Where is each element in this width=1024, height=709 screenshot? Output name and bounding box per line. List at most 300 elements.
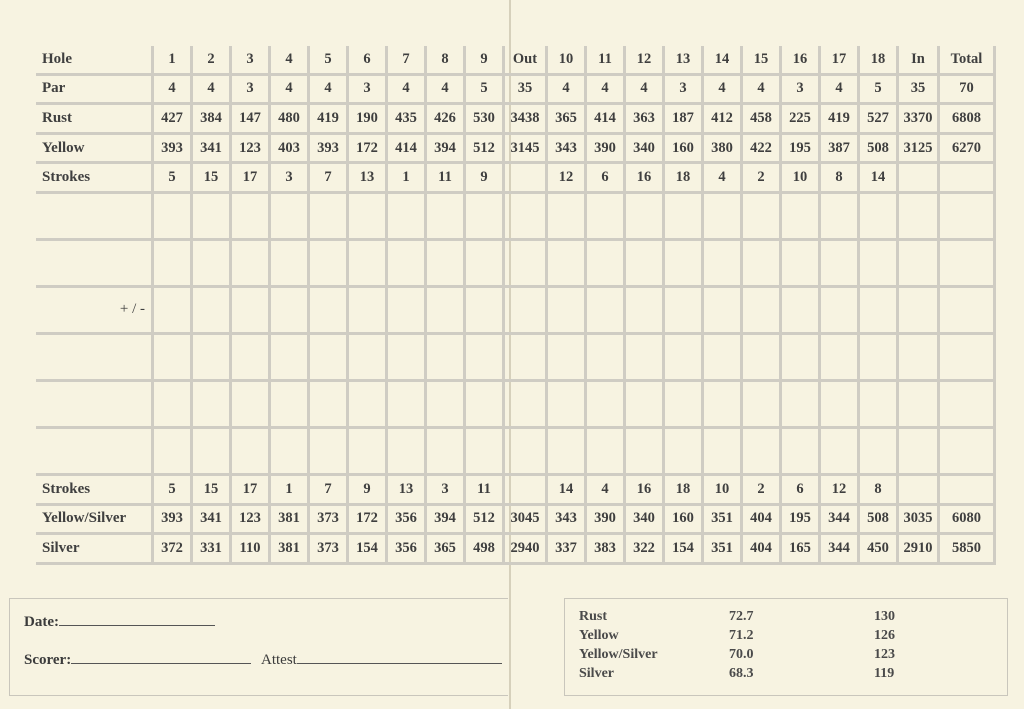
in-header: In	[899, 46, 940, 76]
out-cell: 2940	[505, 535, 548, 565]
score-entry-cell[interactable]	[821, 429, 860, 476]
score-entry-cell[interactable]	[940, 429, 996, 476]
hole-number: 16	[782, 46, 821, 76]
score-cell: 165	[782, 535, 821, 565]
player-score-row	[36, 429, 996, 476]
row-label: Strokes	[36, 164, 154, 194]
hole-number: 4	[271, 46, 310, 76]
hole-number: 12	[626, 46, 665, 76]
in-cell: 2910	[899, 535, 940, 565]
score-entry-cell[interactable]	[505, 382, 548, 429]
score-entry-cell[interactable]	[899, 382, 940, 429]
hole-number: 10	[548, 46, 587, 76]
score-cell: 331	[193, 535, 232, 565]
score-entry-cell[interactable]	[193, 429, 232, 476]
score-cell: 172	[349, 135, 388, 165]
score-entry-cell[interactable]	[665, 194, 704, 241]
score-entry-cell[interactable]	[388, 241, 427, 288]
hole-number: 18	[860, 46, 899, 76]
score-entry-cell[interactable]	[899, 335, 940, 382]
score-entry-cell[interactable]	[349, 288, 388, 335]
score-entry-cell[interactable]	[743, 288, 782, 335]
player-name-cell[interactable]	[36, 335, 154, 382]
score-entry-cell[interactable]	[782, 382, 821, 429]
date-label: Date:	[24, 614, 59, 630]
score-cell: 373	[310, 506, 349, 536]
score-cell: 123	[232, 135, 271, 165]
score-entry-cell[interactable]	[821, 382, 860, 429]
score-cell: 4	[704, 76, 743, 106]
score-cell: 12	[821, 476, 860, 506]
score-cell: 4	[548, 76, 587, 106]
player-name-cell[interactable]	[36, 241, 154, 288]
rating-tee: Silver	[579, 666, 614, 681]
hole-number: 2	[193, 46, 232, 76]
score-cell: 2	[743, 164, 782, 194]
score-entry-cell[interactable]	[310, 429, 349, 476]
score-cell: 13	[388, 476, 427, 506]
score-entry-cell[interactable]	[587, 335, 626, 382]
score-entry-cell[interactable]	[860, 194, 899, 241]
score-entry-cell[interactable]	[232, 241, 271, 288]
score-entry-cell[interactable]	[782, 241, 821, 288]
score-entry-cell[interactable]	[232, 382, 271, 429]
score-entry-cell[interactable]	[466, 241, 505, 288]
score-cell: 187	[665, 105, 704, 135]
score-entry-cell[interactable]	[505, 429, 548, 476]
attest-label: Attest	[261, 652, 297, 668]
score-entry-cell[interactable]	[821, 194, 860, 241]
score-cell: 4	[626, 76, 665, 106]
score-cell: 393	[154, 506, 193, 536]
score-entry-cell[interactable]	[466, 382, 505, 429]
score-entry-cell[interactable]	[349, 382, 388, 429]
score-entry-cell[interactable]	[193, 241, 232, 288]
score-cell: 435	[388, 105, 427, 135]
score-entry-cell[interactable]	[940, 335, 996, 382]
score-cell: 9	[349, 476, 388, 506]
score-entry-cell[interactable]	[626, 288, 665, 335]
score-cell: 14	[860, 164, 899, 194]
score-entry-cell[interactable]	[704, 335, 743, 382]
score-entry-cell[interactable]	[548, 429, 587, 476]
score-cell: 5	[466, 76, 505, 106]
player-score-row	[36, 335, 996, 382]
slope-value: 123	[874, 647, 895, 662]
row-label: Par	[36, 76, 154, 106]
score-cell: 508	[860, 135, 899, 165]
score-entry-cell[interactable]	[704, 194, 743, 241]
score-cell: 11	[427, 164, 466, 194]
rating-value: 68.3	[729, 666, 754, 681]
score-entry-cell[interactable]	[782, 288, 821, 335]
score-cell: 4	[821, 76, 860, 106]
score-row	[36, 476, 996, 506]
score-cell: 381	[271, 506, 310, 536]
rating-tee: Rust	[579, 609, 608, 624]
score-entry-cell[interactable]	[743, 382, 782, 429]
score-entry-cell[interactable]	[860, 382, 899, 429]
score-entry-cell[interactable]	[860, 288, 899, 335]
total-header: Total	[940, 46, 996, 76]
score-cell: 4	[310, 76, 349, 106]
score-entry-cell[interactable]	[587, 429, 626, 476]
score-entry-cell[interactable]	[704, 241, 743, 288]
player-name-cell[interactable]	[36, 382, 154, 429]
score-entry-cell[interactable]	[154, 288, 193, 335]
score-entry-cell[interactable]	[427, 335, 466, 382]
hole-number: 8	[427, 46, 466, 76]
score-entry-cell[interactable]	[665, 241, 704, 288]
score-entry-cell[interactable]	[193, 382, 232, 429]
rating-tee: Yellow	[579, 628, 619, 643]
score-entry-cell[interactable]	[626, 382, 665, 429]
score-cell: 422	[743, 135, 782, 165]
score-entry-cell[interactable]	[427, 429, 466, 476]
rating-row	[579, 628, 999, 647]
hole-number: 11	[587, 46, 626, 76]
score-entry-cell[interactable]	[193, 288, 232, 335]
score-cell: 419	[821, 105, 860, 135]
rating-value: 70.0	[729, 647, 754, 662]
score-cell: 341	[193, 135, 232, 165]
score-cell: 4	[271, 76, 310, 106]
score-entry-cell[interactable]	[388, 335, 427, 382]
score-cell: 8	[860, 476, 899, 506]
score-entry-cell[interactable]	[548, 194, 587, 241]
score-cell: 498	[466, 535, 505, 565]
score-cell: 404	[743, 535, 782, 565]
attest-row	[261, 649, 502, 669]
score-entry-cell[interactable]	[349, 335, 388, 382]
score-entry-cell[interactable]	[899, 288, 940, 335]
score-cell: 341	[193, 506, 232, 536]
score-entry-cell[interactable]	[232, 194, 271, 241]
score-entry-cell[interactable]	[860, 335, 899, 382]
in-cell: 3370	[899, 105, 940, 135]
score-cell: 7	[310, 476, 349, 506]
score-cell: 9	[466, 164, 505, 194]
player-name-cell[interactable]	[36, 429, 154, 476]
row-label: Strokes	[36, 476, 154, 506]
score-cell: 337	[548, 535, 587, 565]
slope-value: 119	[874, 666, 895, 681]
score-entry-cell[interactable]	[271, 194, 310, 241]
score-entry-cell[interactable]	[271, 382, 310, 429]
out-cell	[505, 164, 548, 194]
scorecard-table	[36, 46, 996, 565]
score-entry-cell[interactable]	[587, 382, 626, 429]
score-entry-cell[interactable]	[940, 241, 996, 288]
score-entry-cell[interactable]	[899, 194, 940, 241]
score-entry-cell[interactable]	[310, 335, 349, 382]
score-cell: 412	[704, 105, 743, 135]
row-label: Silver	[36, 535, 154, 565]
score-entry-cell[interactable]	[388, 194, 427, 241]
score-entry-cell[interactable]	[349, 241, 388, 288]
score-row	[36, 164, 996, 194]
hole-header-row	[36, 46, 996, 76]
score-entry-cell[interactable]	[427, 241, 466, 288]
total-cell: 70	[940, 76, 996, 106]
score-cell: 480	[271, 105, 310, 135]
score-cell: 15	[193, 164, 232, 194]
score-cell: 393	[154, 135, 193, 165]
score-entry-cell[interactable]	[940, 194, 996, 241]
total-cell: 6808	[940, 105, 996, 135]
score-entry-cell[interactable]	[587, 288, 626, 335]
score-entry-cell[interactable]	[821, 288, 860, 335]
rating-tee: Yellow/Silver	[579, 647, 658, 662]
hole-number: 1	[154, 46, 193, 76]
score-cell: 450	[860, 535, 899, 565]
score-cell: 373	[310, 535, 349, 565]
score-entry-cell[interactable]	[899, 429, 940, 476]
score-entry-cell[interactable]	[821, 241, 860, 288]
score-cell: 6	[782, 476, 821, 506]
score-entry-cell[interactable]	[466, 288, 505, 335]
score-entry-cell[interactable]	[232, 429, 271, 476]
score-cell: 356	[388, 535, 427, 565]
in-cell: 3125	[899, 135, 940, 165]
score-entry-cell[interactable]	[154, 382, 193, 429]
score-cell: 195	[782, 135, 821, 165]
score-cell: 160	[665, 506, 704, 536]
score-entry-cell[interactable]	[548, 288, 587, 335]
score-entry-cell[interactable]	[193, 194, 232, 241]
score-cell: 394	[427, 506, 466, 536]
score-cell: 17	[232, 476, 271, 506]
score-entry-cell[interactable]	[271, 429, 310, 476]
score-entry-cell[interactable]	[349, 429, 388, 476]
slope-value: 130	[874, 609, 895, 624]
score-entry-cell[interactable]	[626, 335, 665, 382]
score-entry-cell[interactable]	[388, 382, 427, 429]
out-cell: 35	[505, 76, 548, 106]
score-cell: 512	[466, 506, 505, 536]
score-row	[36, 135, 996, 165]
score-entry-cell[interactable]	[743, 429, 782, 476]
score-cell: 3	[665, 76, 704, 106]
score-entry-cell[interactable]	[940, 382, 996, 429]
score-cell: 390	[587, 135, 626, 165]
score-cell: 15	[193, 476, 232, 506]
score-entry-cell[interactable]	[548, 335, 587, 382]
score-entry-cell[interactable]	[427, 382, 466, 429]
score-row	[36, 76, 996, 106]
score-entry-cell[interactable]	[388, 429, 427, 476]
scorer-field[interactable]	[71, 649, 251, 664]
score-cell: 384	[193, 105, 232, 135]
score-entry-cell[interactable]	[665, 429, 704, 476]
score-entry-cell[interactable]	[232, 335, 271, 382]
score-entry-cell[interactable]	[349, 194, 388, 241]
score-cell: 5	[154, 164, 193, 194]
score-cell: 5	[154, 476, 193, 506]
score-cell: 403	[271, 135, 310, 165]
score-cell: 110	[232, 535, 271, 565]
score-cell: 11	[466, 476, 505, 506]
score-cell: 4	[388, 76, 427, 106]
score-entry-cell[interactable]	[388, 288, 427, 335]
score-row	[36, 105, 996, 135]
score-entry-cell[interactable]	[154, 194, 193, 241]
score-entry-cell[interactable]	[466, 194, 505, 241]
score-entry-cell[interactable]	[860, 429, 899, 476]
score-entry-cell[interactable]	[466, 429, 505, 476]
score-cell: 3	[232, 76, 271, 106]
out-cell: 3145	[505, 135, 548, 165]
score-entry-cell[interactable]	[310, 194, 349, 241]
score-entry-cell[interactable]	[505, 288, 548, 335]
date-row	[24, 611, 215, 631]
score-entry-cell[interactable]	[427, 288, 466, 335]
score-entry-cell[interactable]	[310, 382, 349, 429]
score-cell: 340	[626, 506, 665, 536]
score-cell: 4	[427, 76, 466, 106]
score-cell: 16	[626, 164, 665, 194]
in-cell	[899, 476, 940, 506]
score-entry-cell[interactable]	[940, 288, 996, 335]
score-cell: 380	[704, 135, 743, 165]
score-cell: 530	[466, 105, 505, 135]
score-entry-cell[interactable]	[466, 335, 505, 382]
score-entry-cell[interactable]	[860, 241, 899, 288]
score-entry-cell[interactable]	[665, 382, 704, 429]
score-cell: 322	[626, 535, 665, 565]
score-entry-cell[interactable]	[505, 241, 548, 288]
date-field[interactable]	[59, 611, 215, 626]
score-cell: 7	[310, 164, 349, 194]
score-entry-cell[interactable]	[310, 241, 349, 288]
score-cell: 172	[349, 506, 388, 536]
score-cell: 508	[860, 506, 899, 536]
score-entry-cell[interactable]	[193, 335, 232, 382]
in-cell: 35	[899, 76, 940, 106]
total-cell: 6080	[940, 506, 996, 536]
score-cell: 527	[860, 105, 899, 135]
attest-field[interactable]	[297, 649, 502, 664]
score-cell: 344	[821, 506, 860, 536]
score-entry-cell[interactable]	[704, 288, 743, 335]
score-entry-cell[interactable]	[704, 382, 743, 429]
score-cell: 3	[349, 76, 388, 106]
score-entry-cell[interactable]	[743, 194, 782, 241]
score-cell: 154	[665, 535, 704, 565]
score-cell: 4	[587, 476, 626, 506]
score-entry-cell[interactable]	[271, 335, 310, 382]
score-entry-cell[interactable]	[782, 194, 821, 241]
score-entry-cell[interactable]	[782, 429, 821, 476]
score-cell: 2	[743, 476, 782, 506]
score-entry-cell[interactable]	[899, 241, 940, 288]
score-cell: 3	[782, 76, 821, 106]
score-cell: 381	[271, 535, 310, 565]
score-entry-cell[interactable]	[587, 241, 626, 288]
score-entry-cell[interactable]	[704, 429, 743, 476]
score-cell: 17	[232, 164, 271, 194]
score-cell: 10	[782, 164, 821, 194]
score-entry-cell[interactable]	[427, 194, 466, 241]
score-cell: 365	[548, 105, 587, 135]
score-cell: 147	[232, 105, 271, 135]
score-cell: 387	[821, 135, 860, 165]
score-cell: 3	[427, 476, 466, 506]
score-entry-cell[interactable]	[821, 335, 860, 382]
score-cell: 343	[548, 135, 587, 165]
score-cell: 5	[860, 76, 899, 106]
player-name-cell[interactable]	[36, 194, 154, 241]
score-entry-cell[interactable]	[665, 335, 704, 382]
hole-number: 14	[704, 46, 743, 76]
player-score-row	[36, 194, 996, 241]
score-entry-cell[interactable]	[310, 288, 349, 335]
total-cell: 5850	[940, 535, 996, 565]
score-entry-cell[interactable]	[587, 194, 626, 241]
score-entry-cell[interactable]	[505, 335, 548, 382]
score-cell: 340	[626, 135, 665, 165]
score-cell: 365	[427, 535, 466, 565]
scorer-row	[24, 649, 251, 669]
score-entry-cell[interactable]	[548, 382, 587, 429]
score-entry-cell[interactable]	[782, 335, 821, 382]
score-entry-cell[interactable]	[154, 429, 193, 476]
score-entry-cell[interactable]	[743, 241, 782, 288]
score-cell: 10	[704, 476, 743, 506]
score-cell: 4	[193, 76, 232, 106]
player-score-row	[36, 382, 996, 429]
total-cell	[940, 164, 996, 194]
score-entry-cell[interactable]	[271, 241, 310, 288]
score-cell: 419	[310, 105, 349, 135]
score-entry-cell[interactable]	[154, 335, 193, 382]
hole-number: 3	[232, 46, 271, 76]
score-entry-cell[interactable]	[271, 288, 310, 335]
hole-number: 5	[310, 46, 349, 76]
score-cell: 1	[388, 164, 427, 194]
score-cell: 372	[154, 535, 193, 565]
row-label: Yellow	[36, 135, 154, 165]
score-entry-cell[interactable]	[743, 335, 782, 382]
score-entry-cell[interactable]	[665, 288, 704, 335]
score-cell: 16	[626, 476, 665, 506]
score-cell: 393	[310, 135, 349, 165]
score-cell: 458	[743, 105, 782, 135]
score-entry-cell[interactable]	[505, 194, 548, 241]
out-cell	[505, 476, 548, 506]
score-cell: 363	[626, 105, 665, 135]
score-entry-cell[interactable]	[232, 288, 271, 335]
score-cell: 3	[271, 164, 310, 194]
scorer-label: Scorer:	[24, 652, 72, 668]
rating-value: 71.2	[729, 628, 754, 643]
score-entry-cell[interactable]	[626, 194, 665, 241]
score-cell: 351	[704, 535, 743, 565]
row-label: Hole	[36, 46, 154, 76]
score-cell: 160	[665, 135, 704, 165]
in-cell: 3035	[899, 506, 940, 536]
score-cell: 8	[821, 164, 860, 194]
score-entry-cell[interactable]	[626, 429, 665, 476]
rating-value: 72.7	[729, 609, 754, 624]
score-cell: 394	[427, 135, 466, 165]
score-entry-cell[interactable]	[548, 241, 587, 288]
score-entry-cell[interactable]	[626, 241, 665, 288]
score-cell: 343	[548, 506, 587, 536]
hole-number: 17	[821, 46, 860, 76]
score-entry-cell[interactable]	[154, 241, 193, 288]
score-cell: 414	[388, 135, 427, 165]
